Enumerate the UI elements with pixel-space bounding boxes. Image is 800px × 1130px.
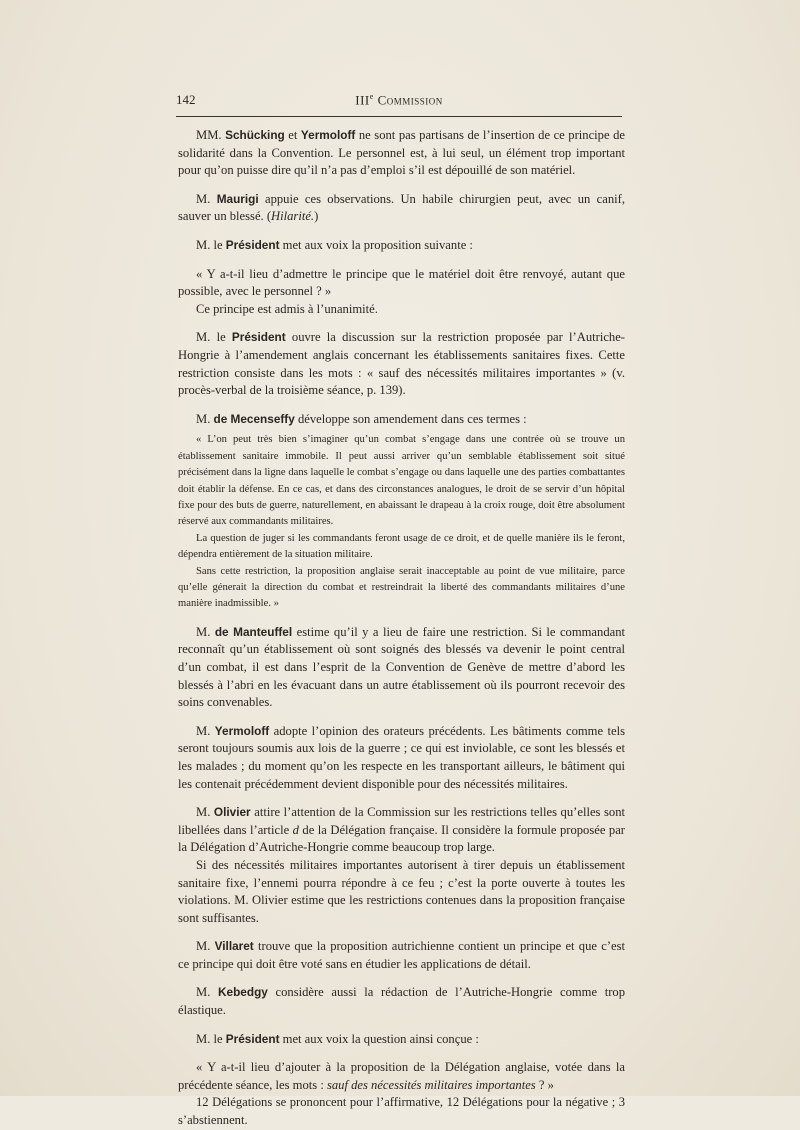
header-rule xyxy=(176,116,622,117)
speaker-name: Yermoloff xyxy=(300,128,356,142)
paragraph xyxy=(178,624,625,712)
text-run: ouvre la discussion sur la restriction proposée par l’Autriche-Hongrie à l’amendement anglais concernant les établissements sanitaires fixes. Cette restriction consiste dans les mots : « sauf des nécessités militaires importantes » (v. procès-verbal de la troisième séance, p. 139). xyxy=(178,330,626,398)
speaker-name: Olivier xyxy=(213,805,251,820)
text-run: M. xyxy=(196,939,215,954)
page-number: 142 xyxy=(176,92,196,107)
text-run: adopte l’opinion des orateurs précédents. Les bâtiments comme tels seront toujours soumis aux lois de la guerre ; ce qui est inviolable, ce sont les blessés et les malades ; du moment qu’on les respecte en les transportant ailleurs, le bâtiment qui les contenait précédemment devient disponible pour des nécessités militaires. xyxy=(178,723,625,791)
speaker-name: Villaret xyxy=(214,939,254,954)
speaker-name: Kebedgy xyxy=(218,985,268,1000)
quoted-paragraph: Sans cette restriction, la proposition anglaise serait inacceptable au point de vue militaire, parce qu’elle génerait la direction du combat et restreindrait la liberté des commandants militaires d’une manière inadmissible. » xyxy=(178,565,625,610)
speaker-name: Schücking xyxy=(225,128,285,142)
body-text xyxy=(178,127,625,1130)
text-run: M. le xyxy=(196,237,226,252)
italic-text: d xyxy=(292,822,299,837)
running-head-numeral: III xyxy=(355,92,370,108)
paragraph xyxy=(178,237,625,255)
speaker-name: Président xyxy=(225,1031,280,1046)
paragraph: Ce principe est admis à l’unanimité. xyxy=(196,301,378,316)
text-run: considère aussi la rédaction de l’Autriche-Hongrie comme trop élastique. xyxy=(178,985,625,1018)
paragraph xyxy=(178,127,625,180)
text-run: trouve que la proposition autrichienne contient un principe et que c’est ce principe qui doit être voté sans en étudier les applications de détail. xyxy=(178,939,626,971)
text-run: estime qu’il y a lieu de faire une restriction. Si le commandant reconnaît qu’un établissement où sont soignés des blessés va devenir le point central d’un combat, il est dans l’esprit de la Convention de Genève de mettre d’abord les blessés à l’abri en les évacuant dans un autre établissement où ils pourront recevoir des soins convenables. xyxy=(178,624,626,710)
text-run: ne sont pas partisans de l’insertion de ce principe de solidarité dans la Convention. Le personnel est, à lui seul, un élément trop important pour qu’on puisse dire qu’il n’a pas d’emploi s’il est dépouillé de son matériel. xyxy=(178,128,625,178)
paragraph: Si des nécessités militaires importantes autorisent à tirer depuis un établissement sanitaire fixe, l’ennemi pourra répondre à ce feu ; c’est la porte ouverte à toutes les violations. M. Olivier estime que les restrictions contenues dans la proposition française sont suffisantes. xyxy=(178,857,625,925)
paragraph xyxy=(178,191,625,226)
running-head xyxy=(176,92,622,108)
paragraph xyxy=(178,804,625,857)
quoted-paragraph: La question de juger si les commandants feront usage de ce droit, et de quelle manière ils le feront, dépendra entièrement de la situation militaire. xyxy=(178,532,625,561)
paragraph xyxy=(178,984,625,1019)
text-run: M. xyxy=(196,805,214,820)
text-run: met aux voix la proposition suivante : xyxy=(279,237,473,252)
paragraph xyxy=(178,938,625,973)
text-run: M. xyxy=(196,723,215,738)
text-run: M. xyxy=(196,411,214,426)
paragraph: 12 Délégations se prononcent pour l’affirmative, 12 Délégations pour la négative ; 3 s’abstiennent. xyxy=(178,1095,625,1128)
text-run: de la Délégation française. Il considère la formule proposée par la Délégation d’Autriche-Hongrie comme beaucoup trop large. xyxy=(178,822,625,855)
speaker-name: Président xyxy=(225,237,280,252)
running-head-word: Commission xyxy=(377,92,443,108)
text-run: M. xyxy=(196,191,217,206)
text-run: développe son amendement dans ces termes : xyxy=(294,411,527,426)
speaker-name: Maurigi xyxy=(216,191,259,206)
italic-text: Hilarité. xyxy=(271,209,315,224)
text-run: et xyxy=(284,128,301,142)
text-run: M. le xyxy=(196,330,232,345)
paragraph xyxy=(178,1031,625,1049)
paragraph xyxy=(178,1059,625,1094)
speaker-name: de Manteuffel xyxy=(214,624,293,639)
text-run: « Y a-t-il lieu d’ajouter à la proposition de la Délégation anglaise, votée dans la précédente séance, les mots : xyxy=(178,1060,625,1092)
paragraph xyxy=(178,329,625,399)
text-run: attire l’attention de la Commission sur les restrictions telles qu’elles sont libellées dans l’article xyxy=(178,805,625,837)
paragraph: « Y a-t-il lieu d’admettre le principe que le matériel doit être renvoyé, autant que possible, avec le personnel ? » xyxy=(178,266,625,299)
text-run: M. xyxy=(196,624,215,639)
text-run: ) xyxy=(314,209,319,224)
speaker-name: Président xyxy=(231,330,286,345)
quoted-paragraph: « L’on peut très bien s’imaginer qu’un combat s’engage dans une contrée où se trouve un établissement sanitaire immobile. Il peut aussi arriver qu’un semblable établissement soit situé précisément dans la ligne dans laquelle le combat s’engage ou dans laquelle une des parties combattantes doit établir la défense. En ce cas, et dans des circonstances analogues, le droit de se servir d’un hôpital fixe pour des buts de guerre, naturellement, en abaissant le drapeau à la croix rouge, doit être absolument réservé aux commandants militaires. xyxy=(178,434,625,528)
text-run: appuie ces observations. Un habile chirurgien peut, avec un canif, sauver un blessé. ( xyxy=(178,191,625,224)
text-run: ? » xyxy=(535,1077,554,1092)
text-run: met aux voix la question ainsi conçue : xyxy=(279,1031,479,1046)
paragraph xyxy=(178,723,625,793)
running-head-sup: e xyxy=(369,92,374,101)
text-run: M. le xyxy=(196,1031,226,1046)
text-run: MM. xyxy=(196,128,226,142)
speaker-name: Yermoloff xyxy=(214,723,270,738)
paragraph xyxy=(178,411,625,429)
page-header xyxy=(176,92,622,112)
speaker-name: de Mecenseffy xyxy=(213,411,295,426)
italic-text: sauf des nécessités militaires importantes xyxy=(326,1077,536,1092)
text-run: M. xyxy=(196,985,219,1000)
